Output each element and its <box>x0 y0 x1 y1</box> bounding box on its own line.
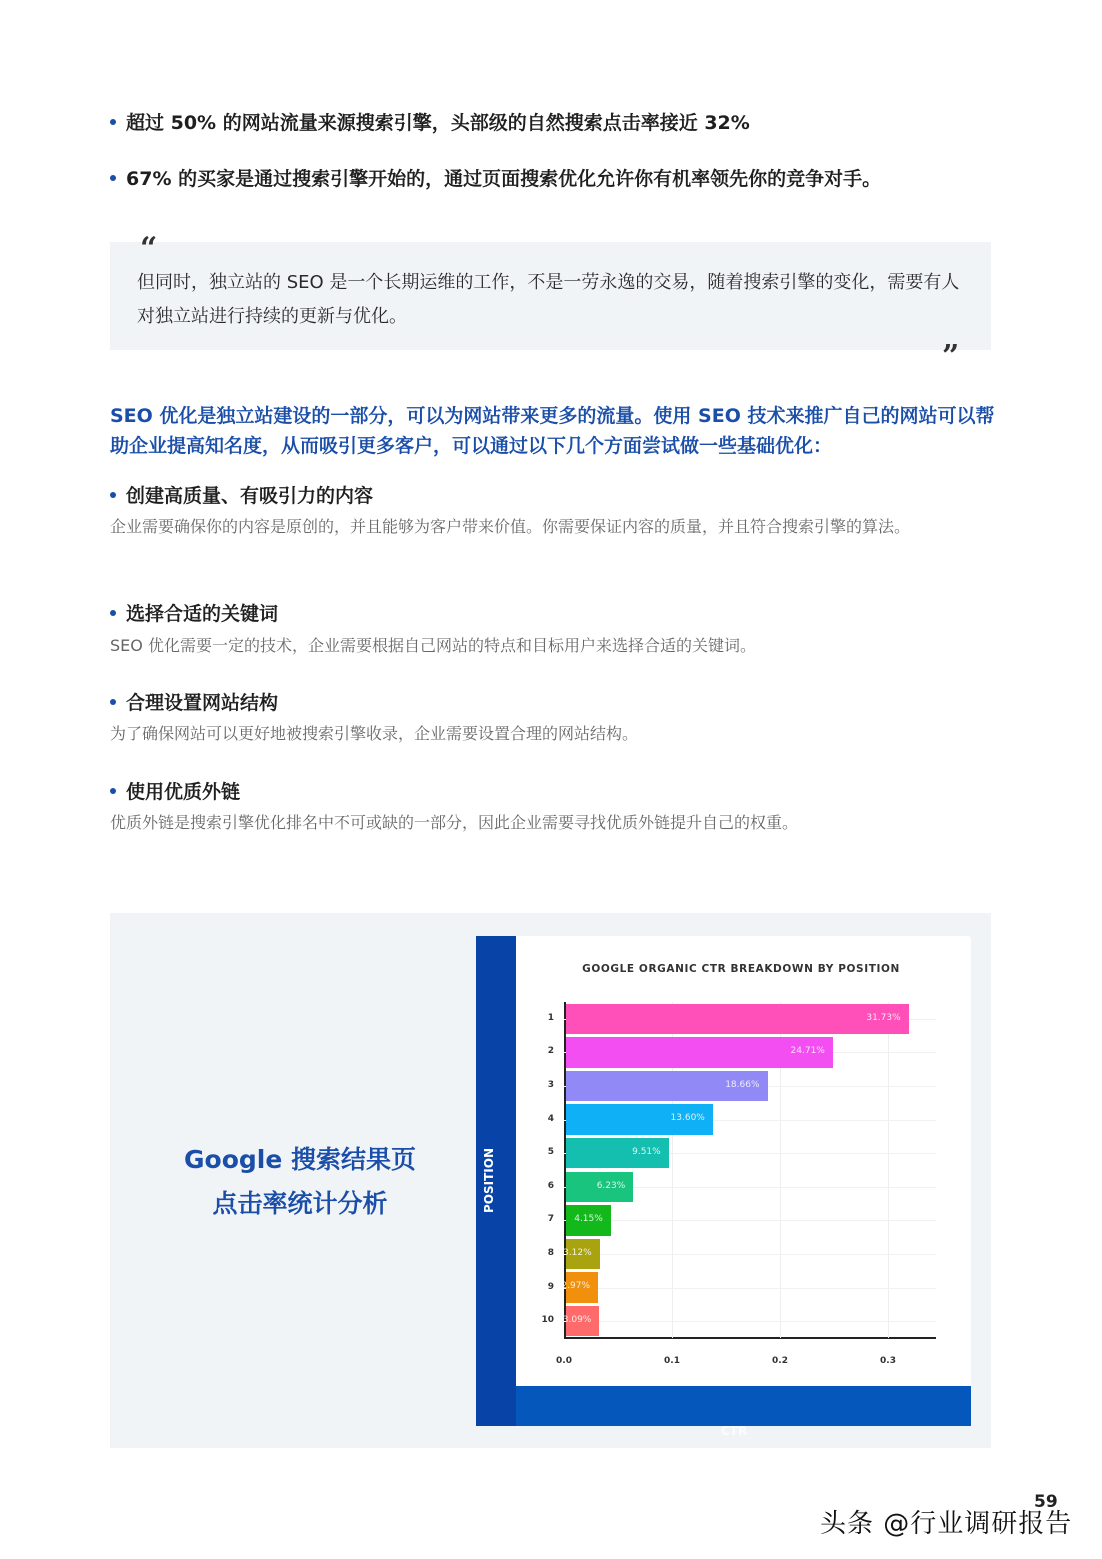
chart-panel-title <box>130 1138 470 1226</box>
x-tick-label: 0.2 <box>772 1356 788 1366</box>
bar-value-label: 18.66% <box>725 1079 760 1090</box>
chart-x-band <box>516 1386 971 1426</box>
section-heading <box>110 688 278 715</box>
bar-value-label: 3.12% <box>563 1247 592 1258</box>
bar-value-label: 3.09% <box>562 1314 592 1325</box>
bullet-dot-icon <box>110 119 116 125</box>
bar-value-label: 13.60% <box>670 1113 705 1124</box>
bar-position-8 <box>563 1239 600 1270</box>
grid-line <box>564 1288 936 1289</box>
ctr-chart <box>476 936 971 1438</box>
bullet-dot-icon <box>110 610 116 616</box>
bar-value-label: 2.97% <box>561 1281 591 1292</box>
y-tick-label: 4 <box>547 1113 554 1124</box>
y-tick-label: 1 <box>547 1012 554 1023</box>
bullet-dot-icon <box>110 492 116 498</box>
grid-line <box>564 1254 936 1255</box>
bar-position-10 <box>562 1306 599 1337</box>
bar-value-label: 9.51% <box>632 1146 661 1157</box>
section-body: 企业需要确保你的内容是原创的，并且能够为客户带来价值。你需要保证内容的质量，并且符合搜索引擎的算法。 <box>110 517 911 536</box>
stat-bullet <box>110 108 750 135</box>
y-tick-label: 3 <box>547 1080 554 1090</box>
section-heading-text: 合理设置网站结构 <box>126 692 279 714</box>
y-tick-label: 5 <box>547 1147 554 1158</box>
section-body: 优质外链是搜索引擎优化排名中不可或缺的一部分，因此企业需要寻找优质外链提升自己的权重。 <box>110 813 799 832</box>
y-tick-label: 8 <box>547 1248 554 1258</box>
bar-value-label: 4.15% <box>574 1214 603 1225</box>
y-axis-label: POSITION <box>482 1148 496 1214</box>
section-heading-text: 创建高质量、有吸引力的内容 <box>126 485 374 507</box>
close-quote-icon: ” <box>942 339 960 374</box>
x-tick-label: 0.0 <box>556 1356 572 1366</box>
x-tick-label: 0.3 <box>880 1356 896 1366</box>
bar-value-label: 31.73% <box>866 1012 901 1023</box>
section-heading-text: 使用优质外链 <box>126 781 241 803</box>
grid-line <box>564 1220 936 1221</box>
page-number: 59 <box>1034 1492 1058 1512</box>
section-heading <box>110 599 278 626</box>
open-quote-icon: “ <box>140 231 158 266</box>
bar-position-4 <box>566 1104 713 1135</box>
lead-paragraph: SEO 优化是独立站建设的一部分，可以为网站带来更多的流量。使用 SEO 技术来推广自己的网站可以帮助企业提高知名度，从而吸引更多客户，可以通过以下几个方面尝试做一些基础优化： <box>110 405 995 457</box>
bar-value-label: 6.23% <box>596 1180 626 1191</box>
plot-area <box>541 1002 936 1366</box>
y-tick-label: 6 <box>547 1180 554 1191</box>
chart-panel-title-line2: 点击率统计分析 <box>212 1189 388 1218</box>
bar-position-1 <box>566 1004 909 1035</box>
section-body: 为了确保网站可以更好地被搜索引擎收录，企业需要设置合理的网站结构。 <box>110 724 639 743</box>
y-tick-label: 10 <box>541 1315 554 1326</box>
bullet-dot-icon <box>110 175 116 181</box>
stat-bullet <box>110 164 881 191</box>
y-tick-label: 9 <box>547 1281 554 1292</box>
grid-line <box>564 1321 936 1322</box>
watermark: 头条 @行业调研报告 <box>820 1509 1073 1539</box>
x-axis-label: CTR <box>721 1424 748 1438</box>
bar-position-9 <box>561 1272 598 1303</box>
bullet-dot-icon <box>110 699 116 705</box>
x-axis-line <box>564 1337 936 1339</box>
bar-position-3 <box>566 1071 768 1102</box>
bar-value-label: 24.71% <box>790 1046 825 1057</box>
bar-position-7 <box>566 1205 611 1236</box>
bar-position-6 <box>566 1172 633 1203</box>
x-tick-label: 0.1 <box>664 1356 680 1366</box>
section-heading-text: 选择合适的关键词 <box>126 603 279 625</box>
stat-bullet-text: 67% 的买家是通过搜索引擎开始的，通过页面搜索优化允许你有机率领先你的竞争对手。 <box>126 168 882 190</box>
y-tick-label: 7 <box>547 1214 554 1225</box>
chart-title: GOOGLE ORGANIC CTR BREAKDOWN BY POSITION <box>582 963 900 975</box>
bullet-dot-icon <box>110 788 116 794</box>
section-heading <box>110 481 373 508</box>
section-heading <box>110 777 240 804</box>
y-tick-label: 2 <box>547 1046 554 1057</box>
bar-position-5 <box>566 1138 669 1169</box>
bar-position-2 <box>566 1037 833 1068</box>
quote-text: 但同时，独立站的 SEO 是一个长期运维的工作，不是一劳永逸的交易，随着搜索引擎的变化，需要有人对独立站进行持续的更新与优化。 <box>137 272 960 327</box>
stat-bullet-text: 超过 50% 的网站流量来源搜索引擎，头部级的自然搜索点击率接近 32% <box>126 112 750 134</box>
section-body: SEO 优化需要一定的技术，企业需要根据自己网站的特点和目标用户来选择合适的关键词。 <box>110 636 756 655</box>
chart-panel-title-line1: Google 搜索结果页 <box>184 1145 416 1174</box>
